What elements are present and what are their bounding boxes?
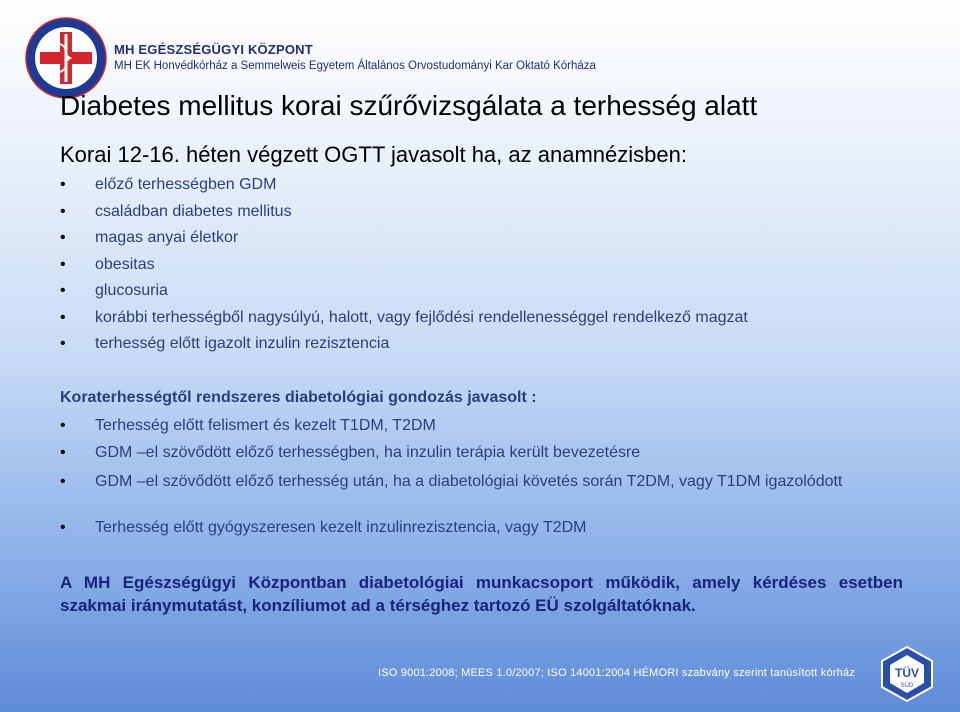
- bullet-icon: •: [60, 255, 66, 273]
- list-item: • előző terhességben GDM: [60, 176, 277, 193]
- bullet-icon: •: [60, 229, 66, 246]
- list-item: • magas anyai életkor: [60, 229, 239, 246]
- bullet-icon: •: [60, 417, 66, 434]
- hospital-logo-icon: [24, 16, 108, 100]
- bullet-icon: •: [60, 176, 66, 193]
- bullet-icon: •: [60, 473, 66, 490]
- list-item: • glucosuria: [60, 282, 168, 299]
- tuv-certification-icon: [878, 645, 936, 703]
- bullet-icon: •: [60, 335, 66, 352]
- list-item: • GDM –el szövődött előző terhesség után, ha a diabetológiai követés során T2DM, vagy T1DM igazolódott: [60, 471, 920, 519]
- list-item: • Terhesség előtt gyógyszeresen kezelt inzulinrezisztencia, vagy T2DM: [60, 519, 587, 536]
- section-heading: Koraterhességtől rendszeres diabetológiai gondozás javasolt :: [60, 389, 537, 406]
- certification-footer: ISO 9001:2008; MEES 1.0/2007; ISO 14001:2004 HÉMORI szabvány szerint tanúsított kórház: [378, 667, 856, 679]
- organization-subtitle: MH EK Honvédkórház a Semmelweis Egyetem Általános Orvostudományi Kar Oktató Kórháza: [114, 60, 596, 72]
- bullet-icon: •: [60, 444, 66, 461]
- bullet-icon: •: [60, 282, 66, 299]
- risk-factor-list: [60, 176, 920, 362]
- list-item: • GDM –el szövődött előző terhességben, ha inzulin terápia került bevezetésre: [60, 444, 641, 461]
- slide-title: Diabetes mellitus korai szűrővizsgálata a terhesség alatt: [60, 90, 758, 121]
- list-item: • Terhesség előtt felismert és kezelt T1DM, T2DM: [60, 417, 436, 434]
- conclusion-text: A MH Egészségügyi Központban diabetológiai munkacsoport működik, amely kérdéses esetben szakmai iránymutatást, konzíliumot ad a térséghez tartozó EÜ szolgáltatóknak.: [60, 573, 903, 615]
- bullet-icon: •: [60, 308, 66, 326]
- bullet-icon: •: [60, 519, 66, 536]
- bullet-icon: •: [60, 202, 66, 220]
- organization-name: MH EGÉSZSÉGÜGYI KÖZPONT: [114, 42, 313, 57]
- intro-text: Korai 12-16. héten végzett OGTT javasolt ha, az anamnézisben:: [60, 142, 687, 167]
- care-indication-list: [60, 417, 920, 546]
- list-item: • terhesség előtt igazolt inzulin rezisztencia: [60, 335, 390, 352]
- list-item: • obesitas: [60, 255, 155, 273]
- tuv-label: TÜV: [895, 666, 919, 680]
- tuv-sub-label: SÜD: [900, 683, 914, 689]
- list-item: • családban diabetes mellitus: [60, 202, 292, 220]
- list-item: • korábbi terhességből nagysúlyú, halott, vagy fejlődési rendellenességgel rendelkező magzat: [60, 308, 748, 326]
- header: [0, 0, 960, 100]
